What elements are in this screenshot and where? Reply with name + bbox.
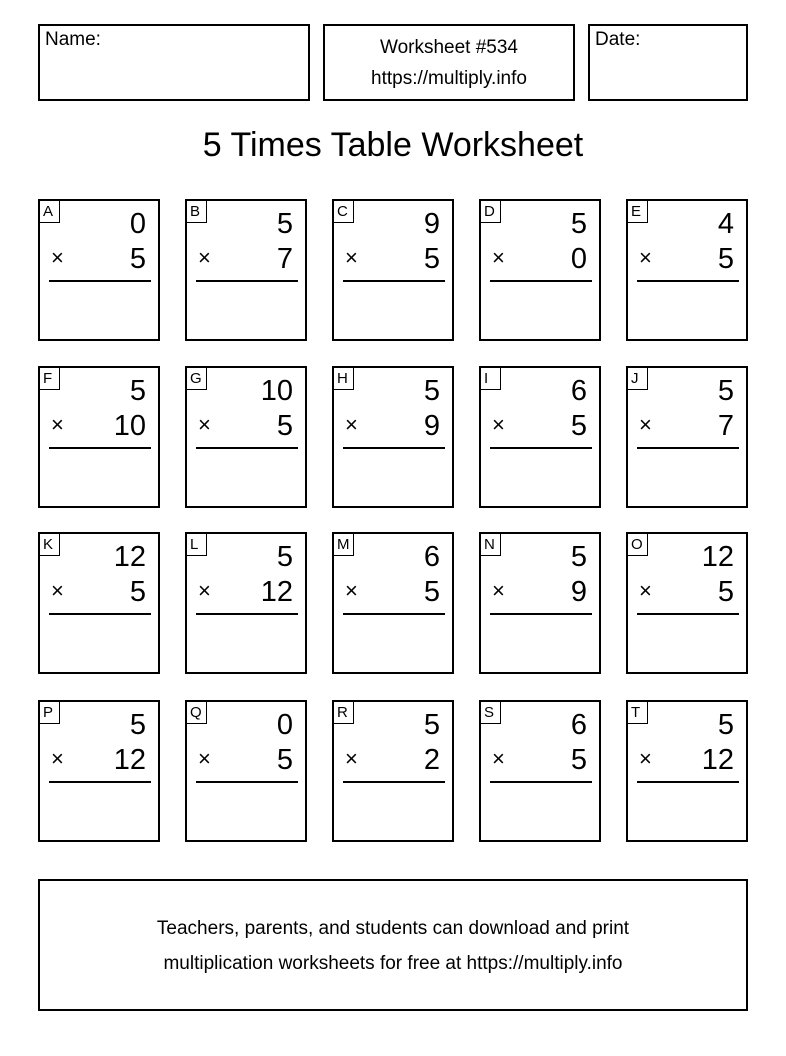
answer-line bbox=[637, 447, 739, 449]
problem-cell bbox=[332, 700, 454, 842]
problem-letter: G bbox=[187, 368, 207, 390]
problem-cell bbox=[479, 199, 601, 341]
answer-line bbox=[490, 447, 592, 449]
multiplicand: 5 bbox=[423, 709, 440, 741]
problem-letter: K bbox=[40, 534, 60, 556]
answer-line bbox=[343, 613, 445, 615]
name-label: Name: bbox=[45, 29, 101, 50]
problem-letter: R bbox=[334, 702, 354, 724]
problem-cell bbox=[332, 532, 454, 674]
problem-letter: C bbox=[334, 201, 354, 223]
times-sign: × bbox=[51, 245, 64, 270]
multiplier: 5 bbox=[276, 410, 293, 442]
problem-letter: N bbox=[481, 534, 501, 556]
multiplier: 7 bbox=[717, 410, 734, 442]
problem-letter: T bbox=[628, 702, 648, 724]
times-sign: × bbox=[198, 412, 211, 437]
answer-line bbox=[49, 781, 151, 783]
answer-line bbox=[49, 447, 151, 449]
answer-line bbox=[490, 280, 592, 282]
problem-letter: H bbox=[334, 368, 354, 390]
problem-letter: Q bbox=[187, 702, 207, 724]
footer-text bbox=[40, 911, 746, 981]
times-sign: × bbox=[51, 412, 64, 437]
answer-line bbox=[343, 280, 445, 282]
multiplier: 5 bbox=[423, 243, 440, 275]
website-url: https://multiply.info bbox=[371, 67, 527, 89]
name-field-box bbox=[38, 24, 310, 101]
problem-letter: B bbox=[187, 201, 207, 223]
multiplicand: 5 bbox=[423, 375, 440, 407]
multiplier: 5 bbox=[276, 744, 293, 776]
problem-letter: A bbox=[40, 201, 60, 223]
multiplier: 5 bbox=[423, 576, 440, 608]
footer-line-2: multiplication worksheets for free at https://multiply.info bbox=[163, 953, 623, 974]
answer-line bbox=[637, 280, 739, 282]
problem-letter: I bbox=[481, 368, 501, 390]
problem-cell bbox=[626, 199, 748, 341]
times-sign: × bbox=[492, 412, 505, 437]
times-sign: × bbox=[639, 578, 652, 603]
problem-cell bbox=[479, 366, 601, 508]
answer-line bbox=[196, 447, 298, 449]
times-sign: × bbox=[345, 746, 358, 771]
times-sign: × bbox=[345, 245, 358, 270]
multiplier: 5 bbox=[570, 410, 587, 442]
problem-letter: L bbox=[187, 534, 207, 556]
multiplicand: 0 bbox=[276, 709, 293, 741]
times-sign: × bbox=[198, 746, 211, 771]
multiplicand: 6 bbox=[570, 709, 587, 741]
answer-line bbox=[196, 613, 298, 615]
footer-line-1: Teachers, parents, and students can download and print bbox=[156, 918, 630, 939]
date-field-box bbox=[588, 24, 748, 101]
times-sign: × bbox=[492, 578, 505, 603]
times-sign: × bbox=[198, 578, 211, 603]
multiplier: 5 bbox=[129, 576, 146, 608]
answer-line bbox=[343, 781, 445, 783]
multiplicand: 5 bbox=[717, 375, 734, 407]
multiplier: 7 bbox=[276, 243, 293, 275]
multiplier: 9 bbox=[423, 410, 440, 442]
problem-cell bbox=[626, 366, 748, 508]
multiplicand: 5 bbox=[570, 208, 587, 240]
times-sign: × bbox=[639, 245, 652, 270]
multiplicand: 5 bbox=[570, 541, 587, 573]
problem-letter: D bbox=[481, 201, 501, 223]
problem-letter: P bbox=[40, 702, 60, 724]
multiplicand: 5 bbox=[717, 709, 734, 741]
times-sign: × bbox=[492, 746, 505, 771]
multiplicand: 5 bbox=[276, 541, 293, 573]
problem-cell bbox=[332, 199, 454, 341]
multiplicand: 6 bbox=[570, 375, 587, 407]
answer-line bbox=[490, 781, 592, 783]
multiplicand: 10 bbox=[260, 375, 293, 407]
multiplier: 2 bbox=[423, 744, 440, 776]
times-sign: × bbox=[198, 245, 211, 270]
problem-cell bbox=[185, 700, 307, 842]
answer-line bbox=[196, 781, 298, 783]
problem-cell bbox=[38, 532, 160, 674]
multiplier: 5 bbox=[570, 744, 587, 776]
multiplier: 5 bbox=[717, 576, 734, 608]
multiplier: 5 bbox=[129, 243, 146, 275]
multiplicand: 5 bbox=[129, 709, 146, 741]
problem-cell bbox=[38, 700, 160, 842]
problem-letter: F bbox=[40, 368, 60, 390]
multiplicand: 12 bbox=[701, 541, 734, 573]
times-sign: × bbox=[51, 746, 64, 771]
multiplier: 0 bbox=[570, 243, 587, 275]
answer-line bbox=[49, 280, 151, 282]
problem-cell bbox=[185, 532, 307, 674]
multiplicand: 5 bbox=[129, 375, 146, 407]
answer-line bbox=[490, 613, 592, 615]
multiplicand: 12 bbox=[113, 541, 146, 573]
problem-letter: O bbox=[628, 534, 648, 556]
multiplier: 9 bbox=[570, 576, 587, 608]
answer-line bbox=[637, 781, 739, 783]
multiplicand: 9 bbox=[423, 208, 440, 240]
multiplicand: 4 bbox=[717, 208, 734, 240]
problem-cell bbox=[626, 532, 748, 674]
multiplicand: 0 bbox=[129, 208, 146, 240]
multiplicand: 6 bbox=[423, 541, 440, 573]
problem-letter: E bbox=[628, 201, 648, 223]
times-sign: × bbox=[492, 245, 505, 270]
times-sign: × bbox=[345, 578, 358, 603]
problem-cell bbox=[38, 199, 160, 341]
problem-cell bbox=[479, 532, 601, 674]
problem-cell bbox=[479, 700, 601, 842]
answer-line bbox=[637, 613, 739, 615]
problem-letter: M bbox=[334, 534, 354, 556]
problem-letter: J bbox=[628, 368, 648, 390]
times-sign: × bbox=[639, 412, 652, 437]
page-title: 5 Times Table Worksheet bbox=[202, 126, 584, 164]
times-sign: × bbox=[639, 746, 652, 771]
multiplier: 5 bbox=[717, 243, 734, 275]
answer-line bbox=[343, 447, 445, 449]
worksheet-info-box bbox=[323, 24, 575, 101]
problem-letter: S bbox=[481, 702, 501, 724]
multiplier: 10 bbox=[113, 410, 146, 442]
worksheet-number: Worksheet #534 bbox=[379, 36, 518, 58]
answer-line bbox=[49, 613, 151, 615]
times-sign: × bbox=[51, 578, 64, 603]
times-sign: × bbox=[345, 412, 358, 437]
problem-cell bbox=[185, 366, 307, 508]
multiplier: 12 bbox=[260, 576, 293, 608]
problem-cell bbox=[38, 366, 160, 508]
multiplier: 12 bbox=[701, 744, 734, 776]
problem-cell bbox=[332, 366, 454, 508]
answer-line bbox=[196, 280, 298, 282]
problem-cell bbox=[185, 199, 307, 341]
problem-cell bbox=[626, 700, 748, 842]
multiplier: 12 bbox=[113, 744, 146, 776]
footer-box bbox=[38, 879, 748, 1011]
date-label: Date: bbox=[595, 29, 641, 50]
multiplicand: 5 bbox=[276, 208, 293, 240]
